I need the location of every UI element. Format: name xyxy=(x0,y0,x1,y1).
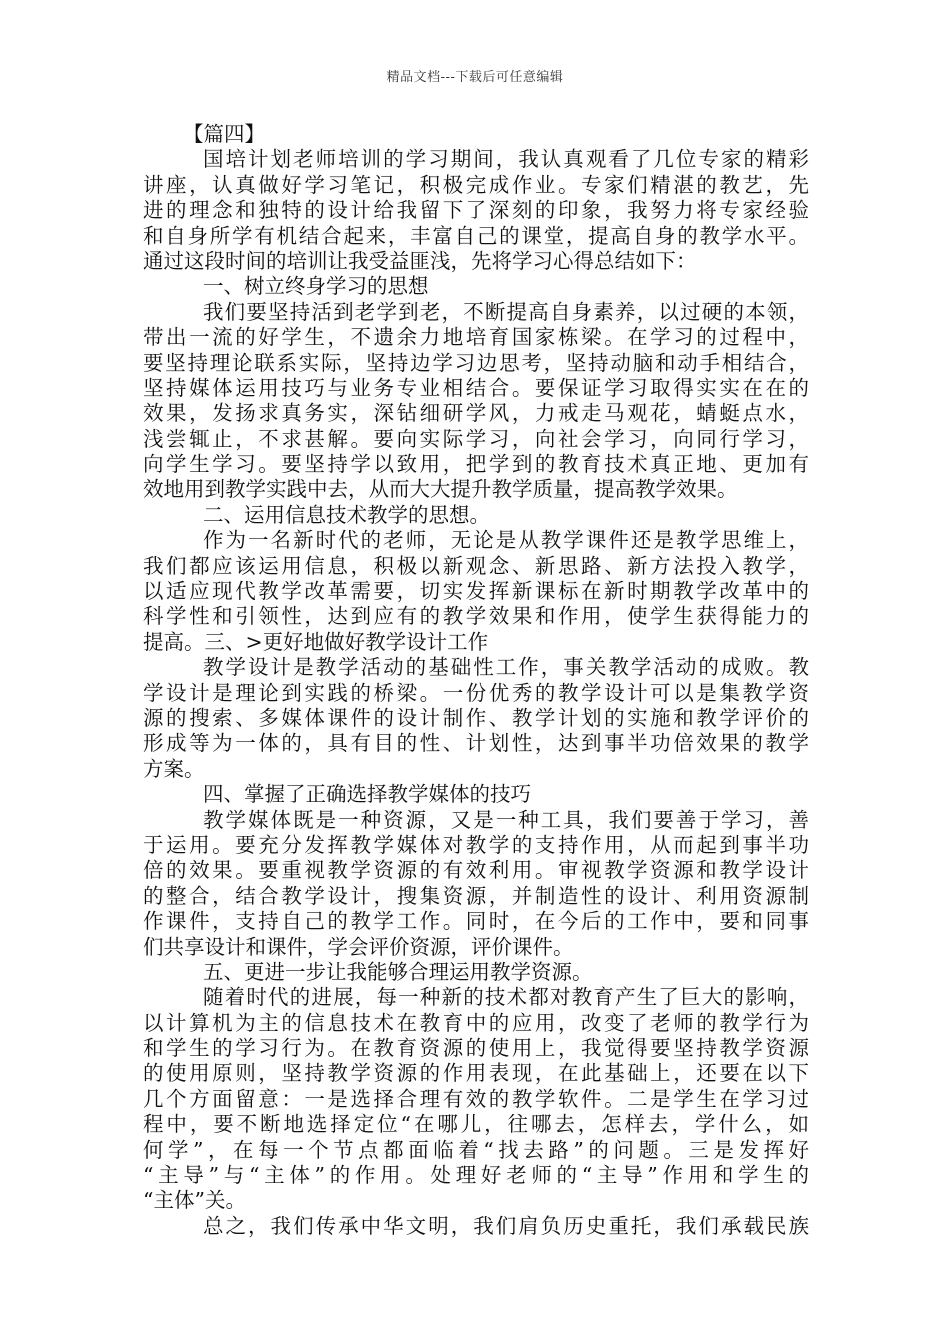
text-line: 作为一名新时代的老师，无论是从教学课件还是教学思维上， xyxy=(203,528,809,553)
text-line: 学设计是理论到实践的桥梁。一份优秀的教学设计可以是集教学资 xyxy=(143,680,809,705)
text-line: 几个方面留意：一是选择合理有效的教学软件。二是学生在学习过 xyxy=(143,1086,809,1111)
section-title: 【篇四】 xyxy=(183,122,265,146)
text-line: 一、树立终身学习的思想 xyxy=(203,274,429,299)
page-header: 精品文档---下载后可任意编辑 xyxy=(386,70,564,85)
text-line: 四、掌握了正确选择教学媒体的技巧 xyxy=(203,782,531,807)
text-line: 们共享设计和课件，学会评价资源，评价课件。 xyxy=(143,934,574,959)
text-line: 以计算机为主的信息技术在教育中的应用，改变了老师的教学行为 xyxy=(143,1010,809,1035)
text-line: 科学性和引领性，达到应有的教学效果和作用，使学生获得能力的 xyxy=(143,604,809,629)
text-line: 倍的效果。要重视教学资源的有效利用。审视教学资源和教学设计 xyxy=(143,858,809,883)
text-line: 随着时代的进展，每一种新的技术都对教育产生了巨大的影响， xyxy=(203,985,809,1010)
text-line: 二、运用信息技术教学的思想。 xyxy=(203,502,490,527)
text-line: 国培计划老师培训的学习期间，我认真观看了几位专家的精彩 xyxy=(203,147,809,172)
text-line: 我们都应该运用信息，积极以新观念、新思路、新方法投入教学， xyxy=(143,553,809,578)
document-body xyxy=(143,122,809,1239)
text-line: “主体”关。 xyxy=(143,1188,246,1213)
text-line: 于运用。要充分发挥教学媒体对教学的支持作用，从而起到事半功 xyxy=(143,832,809,857)
text-line: 何学”，在每一个节点都面临着“找去路”的问题。三是发挥好 xyxy=(143,1137,809,1162)
text-line: 的使用原则，坚持教学资源的作用表现，在此基础上，还要在以下 xyxy=(143,1061,809,1086)
text-line: 坚持媒体运用技巧与业务专业相结合。要保证学习取得实实在在的 xyxy=(143,375,809,400)
text-line: 作课件，支持自己的教学工作。同时，在今后的工作中，要和同事 xyxy=(143,909,809,934)
text-line: 带出一流的好学生，不遗余力地培育国家栋梁。在学习的过程中， xyxy=(143,325,809,350)
text-line: 教学媒体既是一种资源，又是一种工具，我们要善于学习，善 xyxy=(203,807,809,832)
text-line: 形成等为一体的，具有目的性、计划性，达到事半功倍效果的教学 xyxy=(143,731,809,756)
text-line: 五、更进一步让我能够合理运用教学资源。 xyxy=(203,959,593,984)
text-line: “主导”与“主体”的作用。处理好老师的“主导”作用和学生的 xyxy=(143,1163,809,1188)
text-line: 以适应现代教学改革需要，切实发挥新课标在新时期教学改革中的 xyxy=(143,579,809,604)
text-line: 的整合，结合教学设计，搜集资源，并制造性的设计、利用资源制 xyxy=(143,883,809,908)
text-line: 源的搜索、多媒体课件的设计制作、教学计划的实施和教学评价的 xyxy=(143,705,809,730)
text-line: 方案。 xyxy=(143,756,205,781)
text-line: 讲座，认真做好学习笔记，积极完成作业。专家们精湛的教艺，先 xyxy=(143,172,809,197)
text-line: 进的理念和独特的设计给我留下了深刻的印象，我努力将专家经验 xyxy=(143,198,809,223)
text-line: 提高。三、>更好地做好教学设计工作 xyxy=(143,629,489,654)
text-line: 和自身所学有机结合起来，丰富自己的课堂，提高自身的教学水平。 xyxy=(143,223,809,248)
text-line: 效地用到教学实践中去，从而大大提升教学质量，提高教学效果。 xyxy=(143,477,738,502)
text-line: 程中，要不断地选择定位“在哪儿，往哪去，怎样去，学什么，如 xyxy=(143,1112,809,1137)
text-line: 浅尝辄止，不求甚解。要向实际学习，向社会学习，向同行学习， xyxy=(143,426,809,451)
text-line: 向学生学习。要坚持学以致用，把学到的教育技术真正地、更加有 xyxy=(143,452,809,477)
text-line: 通过这段时间的培训让我受益匪浅，先将学习心得总结如下： xyxy=(143,248,697,273)
text-line: 我们要坚持活到老学到老，不断提高自身素养，以过硬的本领， xyxy=(203,299,809,324)
text-line: 总之，我们传承中华文明，我们肩负历史重托，我们承载民族 xyxy=(203,1213,809,1238)
text-line: 效果，发扬求真务实，深钻细研学风，力戒走马观花，蜻蜓点水， xyxy=(143,401,809,426)
text-line: 和学生的学习行为。在教育资源的使用上，我觉得要坚持教学资源 xyxy=(143,1036,809,1061)
text-line: 要坚持理论联系实际，坚持边学习边思考，坚持动脑和动手相结合， xyxy=(143,350,809,375)
text-line: 教学设计是教学活动的基础性工作，事关教学活动的成败。教 xyxy=(203,655,809,680)
